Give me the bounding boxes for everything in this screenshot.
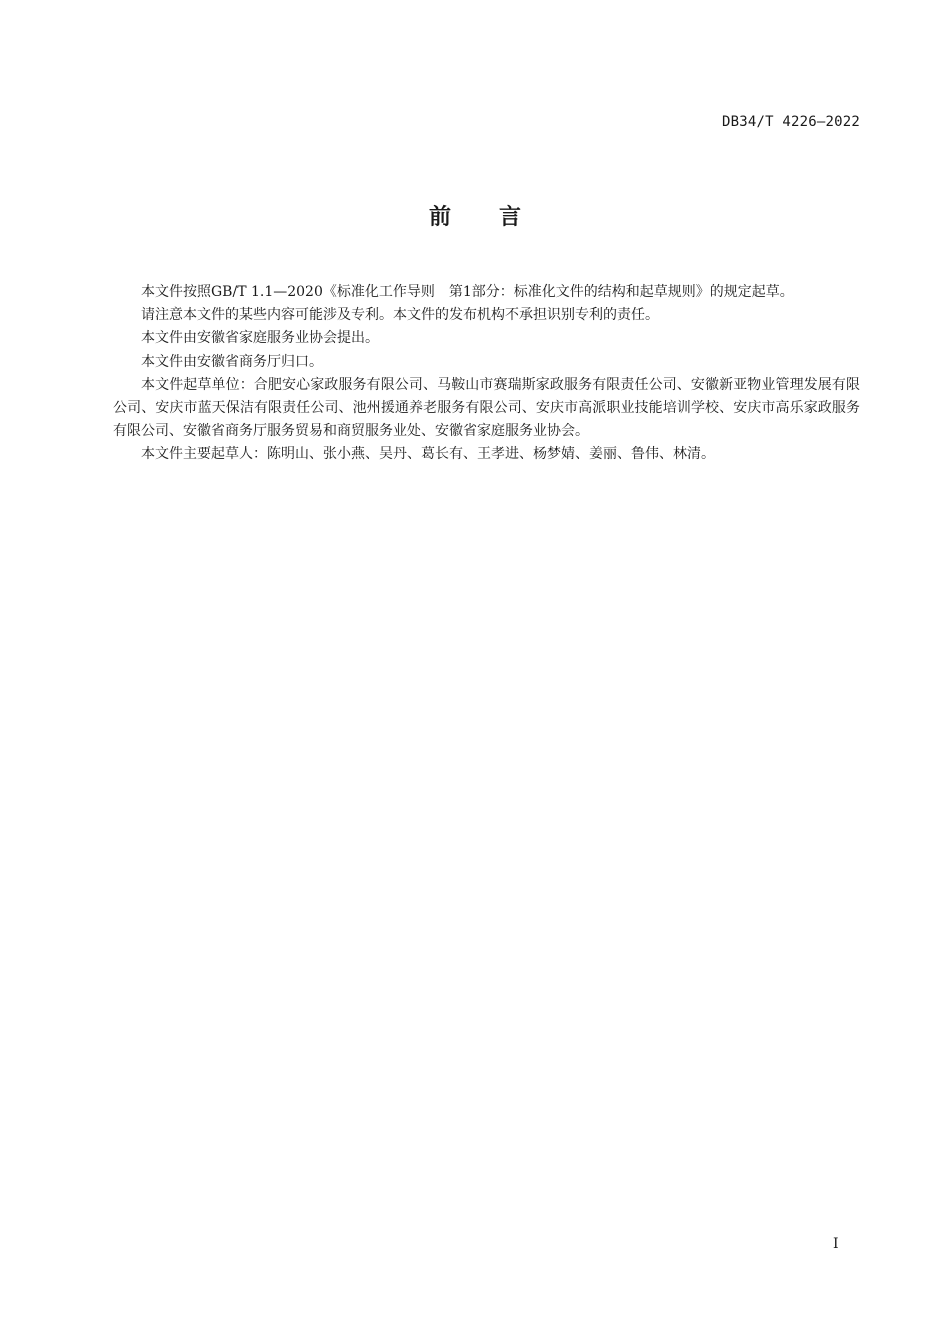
foreword-body [113,281,860,467]
paragraph-drafters: 本文件主要起草人：陈明山、张小燕、吴丹、葛长有、王孝进、杨梦婧、姜丽、鲁伟、林清。 [141,446,715,463]
paragraph-drafting-units: 本文件起草单位：合肥安心家政服务有限公司、马鞍山市赛瑞斯家政服务有限责任公司、安徽新亚物业管理发展有限公司、安庆市蓝天保洁有限责任公司、池州援通养老服务有限公司、安庆市高派职业技能培训学校、安庆市高乐家政服务有限公司、安徽省商务厅服务贸易和商贸服务业处、安徽省家庭服务业协会。 [113,376,860,440]
title-char-1: 前 [428,205,451,230]
page-title [0,203,950,233]
document-code: DB34/T 4226—2022 [721,114,860,130]
title-char-2: 言 [499,205,522,230]
paragraph-drafting-rules: 本文件按照GB/T 1.1—2020《标准化工作导则 第1部分：标准化文件的结构和起草规则》的规定起草。 [141,284,794,300]
paragraph-administrator: 本文件由安徽省商务厅归口。 [141,353,323,370]
page-number: I [833,1236,839,1252]
paragraph-proposer: 本文件由安徽省家庭服务业协会提出。 [141,330,379,347]
paragraph-patent-notice: 请注意本文件的某些内容可能涉及专利。本文件的发布机构不承担识别专利的责任。 [141,307,659,324]
